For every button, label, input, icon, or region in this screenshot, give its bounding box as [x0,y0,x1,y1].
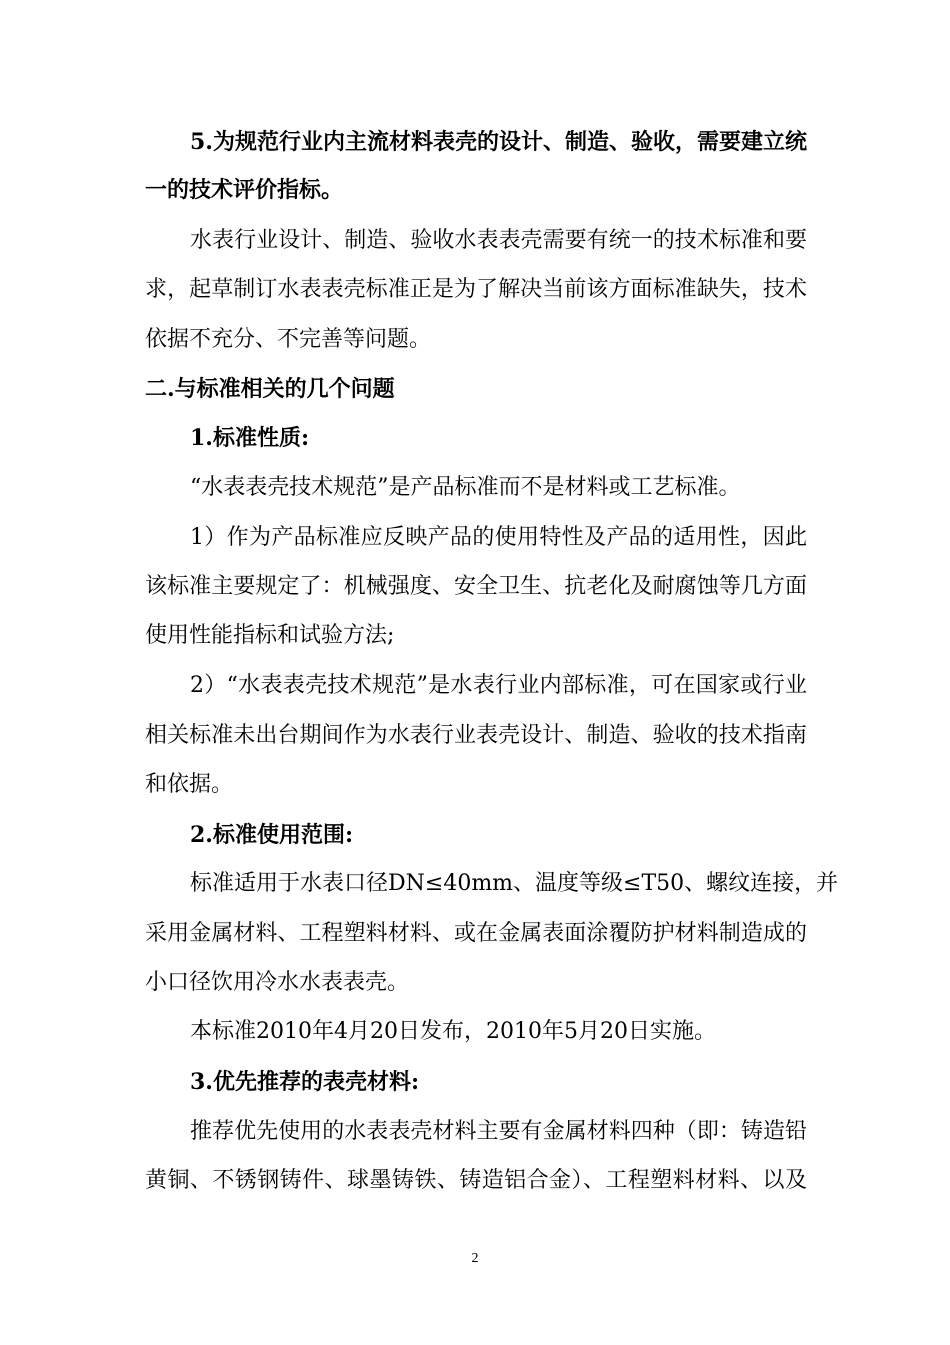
section-heading: 二.与标准相关的几个问题 [145,376,395,402]
paragraph-line: 本标准2010年4月20日发布，2010年5月20日实施。 [190,1019,716,1044]
paragraph-line: 求，起草制订水表表壳标准正是为了解决当前该方面标准缺失，技术 [145,277,807,302]
paragraph-line: 该标准主要规定了：机械强度、安全卫生、抗老化及耐腐蚀等几方面 [145,574,807,599]
paragraph-line: 黄铜、不锈钢铸件、球墨铸铁、铸造铝合金）、工程塑料材料、以及 [145,1168,807,1193]
heading-text-line: 5.为规范行业内主流材料表壳的设计、制造、验收，需要建立统 [190,129,807,155]
subsection-heading: 1.标准性质: [190,425,310,451]
paragraph-line: 推荐优先使用的水表表壳材料主要有金属材料四种（即：铸造铅 [190,1119,807,1144]
paragraph-line: 使用性能指标和试验方法; [145,623,395,648]
page-number: 2 [471,1251,479,1266]
paragraph-line: 依据不充分、不完善等问题。 [145,327,432,352]
paragraph-line: 小口径饮用冷水水表表壳。 [145,970,410,995]
paragraph-line: 水表行业设计、制造、验收水表表壳需要有统一的技术标准和要 [190,228,807,253]
subsection-heading: 2.标准使用范围: [190,822,354,848]
paragraph-line: 相关标准未出台期间作为水表行业表壳设计、制造、验收的技术指南 [145,723,807,748]
paragraph-line: 1）作为产品标准应反映产品的使用特性及产品的适用性，因此 [190,525,807,550]
subsection-heading: 3.优先推荐的表壳材料: [190,1069,420,1095]
heading-text-line: 一的技术评价指标。 [145,177,344,203]
paragraph-line: 采用金属材料、工程塑料材料、或在金属表面涂覆防护材料制造成的 [145,921,807,946]
paragraph-line: “水表表壳技术规范”是产品标准而不是材料或工艺标准。 [190,475,741,500]
paragraph-line: 2）“水表表壳技术规范”是水表行业内部标准，可在国家或行业 [190,673,807,698]
paragraph-line: 和依据。 [145,772,234,797]
paragraph-line: 标准适用于水表口径DN≤40mm、温度等级≤T50、螺纹连接，并 [190,871,839,896]
